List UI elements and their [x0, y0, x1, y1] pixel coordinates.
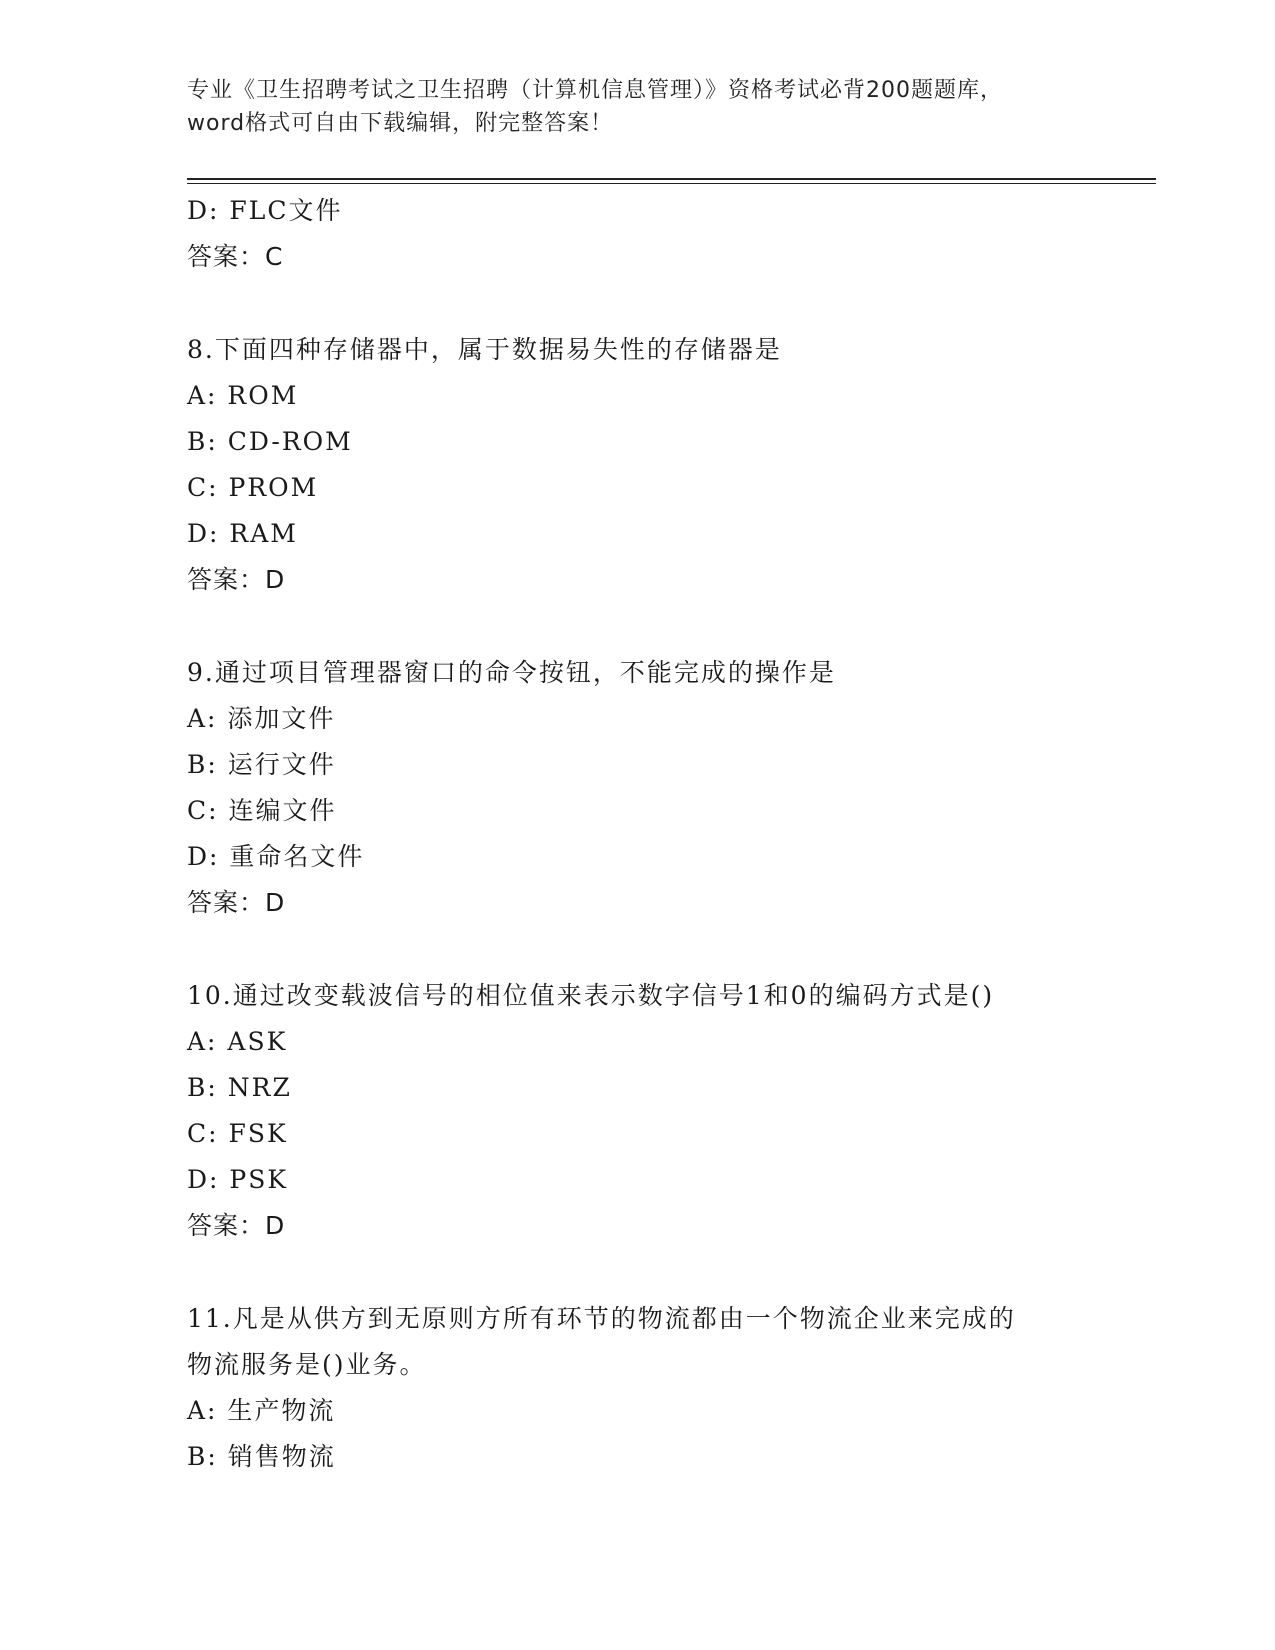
spacer: [187, 603, 1147, 650]
option-c: C: FSK: [187, 1119, 288, 1148]
question-stem-line-1: 11.凡是从供方到无原则方所有环节的物流都由一个物流企业来完成的: [187, 1304, 1016, 1333]
header-divider-thick: [187, 178, 1156, 180]
question-stem: 9.通过项目管理器窗口的命令按钮，不能完成的操作是: [187, 658, 836, 687]
option-d: D: 重命名文件: [187, 842, 365, 871]
question-10: [187, 973, 1147, 1249]
option-b: B: CD-ROM: [187, 427, 353, 456]
question-stem: 10.通过改变载波信号的相位值来表示数字信号1和0的编码方式是(): [187, 981, 995, 1010]
option-b: B: 销售物流: [187, 1442, 336, 1471]
spacer: [187, 1249, 1147, 1296]
document-header: [187, 74, 1087, 140]
option-c: C: PROM: [187, 473, 319, 502]
question-stem: 8.下面四种存储器中，属于数据易失性的存储器是: [187, 335, 782, 364]
question-content: [187, 188, 1147, 1480]
option-b: B: 运行文件: [187, 750, 336, 779]
spacer: [187, 926, 1147, 973]
answer: 答案：D: [187, 888, 286, 917]
carryover-option-d: D: FLC文件: [187, 196, 343, 225]
header-title-line-1: 专业《卫生招聘考试之卫生招聘（计算机信息管理）》资格考试必背200题题库，: [187, 78, 1003, 103]
question-8: [187, 327, 1147, 603]
option-a: A: 添加文件: [187, 704, 336, 733]
answer: 答案：D: [187, 1211, 286, 1240]
answer: 答案：D: [187, 565, 286, 594]
spacer: [187, 280, 1147, 327]
option-d: D: PSK: [187, 1165, 289, 1194]
option-a: A: 生产物流: [187, 1396, 336, 1425]
option-a: A: ASK: [187, 1027, 288, 1056]
option-b: B: NRZ: [187, 1073, 292, 1102]
question-11: [187, 1296, 1147, 1480]
option-d: D: RAM: [187, 519, 298, 548]
header-title-line-2: word格式可自由下载编辑，附完整答案！: [187, 111, 614, 136]
question-stem-line-2: 物流服务是()业务。: [187, 1350, 427, 1379]
option-a: A: ROM: [187, 381, 299, 410]
carryover-answer: 答案：C: [187, 242, 284, 271]
header-divider-thin: [187, 183, 1156, 184]
question-9: [187, 650, 1147, 926]
option-c: C: 连编文件: [187, 796, 337, 825]
